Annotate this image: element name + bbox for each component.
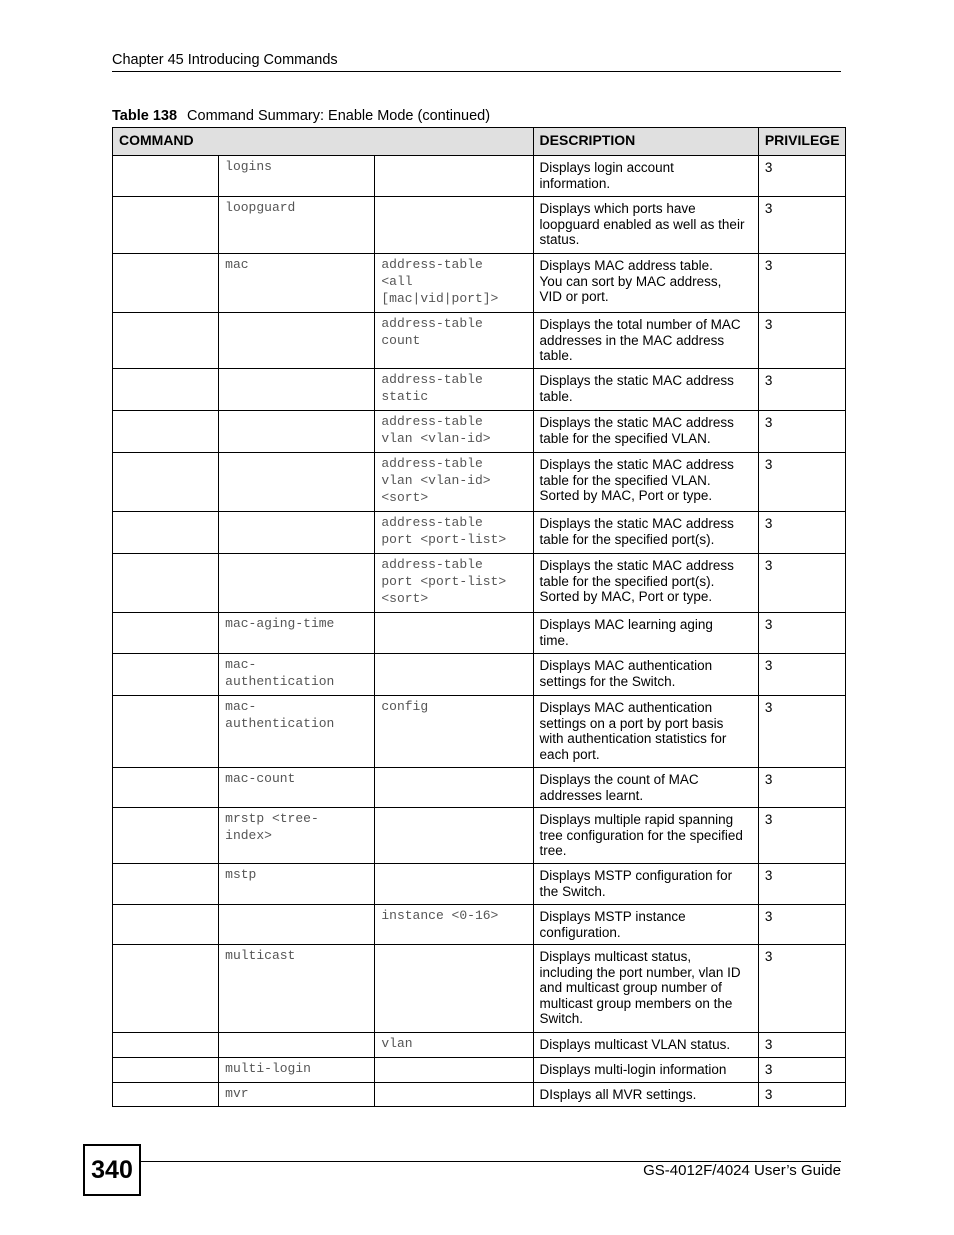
- cell-blank: [113, 864, 219, 905]
- cell-description: Displays which ports have loopguard enabled as well as their status.: [533, 197, 758, 254]
- cell-privilege: 3: [758, 864, 845, 905]
- table-row: [113, 808, 846, 864]
- col-description: DESCRIPTION: [533, 128, 758, 156]
- cell-privilege: 3: [758, 411, 845, 453]
- cell-description: Displays MSTP configuration for the Switch.: [533, 864, 758, 905]
- cell-privilege: 3: [758, 613, 845, 654]
- cell-description: DIsplays all MVR settings.: [533, 1083, 758, 1107]
- cell-description: Displays the static MAC address table for the specified port(s). Sorted by MAC, Port or type.: [533, 554, 758, 613]
- cell-blank: [113, 369, 219, 411]
- cell-blank: [113, 1058, 219, 1083]
- cell-blank: [113, 313, 219, 369]
- cell-privilege: 3: [758, 254, 845, 313]
- cell-subcommand: vlan: [375, 1033, 533, 1058]
- cell-privilege: 3: [758, 1083, 845, 1107]
- cell-description: Displays login account information.: [533, 156, 758, 197]
- cell-blank: [113, 512, 219, 554]
- cell-privilege: 3: [758, 197, 845, 254]
- cell-description: Displays MAC authentication settings on a port by port basis with authentication statistics for each port.: [533, 696, 758, 768]
- cell-command: multicast: [219, 945, 375, 1033]
- cell-privilege: 3: [758, 768, 845, 808]
- cell-privilege: 3: [758, 945, 845, 1033]
- table-row: [113, 197, 846, 254]
- table-row: [113, 654, 846, 696]
- cell-blank: [113, 613, 219, 654]
- cell-privilege: 3: [758, 808, 845, 864]
- cell-description: Displays MAC authentication settings for the Switch.: [533, 654, 758, 696]
- cell-description: Displays MSTP instance configuration.: [533, 905, 758, 945]
- cell-blank: [113, 1083, 219, 1107]
- table-row: [113, 512, 846, 554]
- cell-privilege: 3: [758, 156, 845, 197]
- cell-subcommand: [375, 1058, 533, 1083]
- table-row: [113, 554, 846, 613]
- table-title: Command Summary: Enable Mode (continued): [187, 108, 491, 124]
- cell-blank: [113, 156, 219, 197]
- cell-blank: [113, 945, 219, 1033]
- cell-privilege: 3: [758, 554, 845, 613]
- cell-command: mac- authentication: [219, 654, 375, 696]
- cell-command: mvr: [219, 1083, 375, 1107]
- cell-description: Displays multi-login information: [533, 1058, 758, 1083]
- cell-description: Displays the count of MAC addresses learnt.: [533, 768, 758, 808]
- table-row: [113, 369, 846, 411]
- cell-subcommand: address-table vlan <vlan-id> <sort>: [375, 453, 533, 512]
- cell-description: Displays the static MAC address table for the specified port(s).: [533, 512, 758, 554]
- table-row: [113, 768, 846, 808]
- cell-subcommand: [375, 808, 533, 864]
- cell-command: mac- authentication: [219, 696, 375, 768]
- header-rule: [112, 71, 841, 72]
- cell-subcommand: address-table port <port-list> <sort>: [375, 554, 533, 613]
- page-number: 340: [83, 1144, 141, 1196]
- cell-privilege: 3: [758, 905, 845, 945]
- cell-blank: [113, 554, 219, 613]
- cell-subcommand: address-table count: [375, 313, 533, 369]
- table-row: [113, 864, 846, 905]
- cell-blank: [113, 696, 219, 768]
- table-row: [113, 1058, 846, 1083]
- cell-command: [219, 453, 375, 512]
- cell-subcommand: [375, 864, 533, 905]
- cell-blank: [113, 254, 219, 313]
- cell-blank: [113, 453, 219, 512]
- table-row: [113, 696, 846, 768]
- table-row: [113, 156, 846, 197]
- table-row: [113, 254, 846, 313]
- cell-subcommand: [375, 197, 533, 254]
- cell-subcommand: address-table <all [mac|vid|port]>: [375, 254, 533, 313]
- cell-blank: [113, 197, 219, 254]
- table-row: [113, 613, 846, 654]
- cell-command: [219, 554, 375, 613]
- chapter-header: Chapter 45 Introducing Commands: [112, 52, 338, 68]
- table-row: [113, 1033, 846, 1058]
- cell-description: Displays the static MAC address table.: [533, 369, 758, 411]
- command-table: [112, 127, 846, 1107]
- cell-command: loopguard: [219, 197, 375, 254]
- cell-description: Displays the static MAC address table for the specified VLAN.: [533, 411, 758, 453]
- cell-subcommand: address-table port <port-list>: [375, 512, 533, 554]
- cell-command: [219, 369, 375, 411]
- table-row: [113, 945, 846, 1033]
- cell-subcommand: [375, 1083, 533, 1107]
- cell-description: Displays MAC learning aging time.: [533, 613, 758, 654]
- cell-command: multi-login: [219, 1058, 375, 1083]
- cell-command: [219, 1033, 375, 1058]
- cell-command: [219, 905, 375, 945]
- cell-privilege: 3: [758, 1033, 845, 1058]
- cell-privilege: 3: [758, 1058, 845, 1083]
- cell-blank: [113, 768, 219, 808]
- table-row: [113, 453, 846, 512]
- cell-description: Displays the static MAC address table for the specified VLAN. Sorted by MAC, Port or type.: [533, 453, 758, 512]
- cell-subcommand: [375, 945, 533, 1033]
- cell-description: Displays multicast VLAN status.: [533, 1033, 758, 1058]
- cell-command: logins: [219, 156, 375, 197]
- cell-description: Displays multicast status, including the port number, vlan ID and multicast group number of multicast group members on the Switch.: [533, 945, 758, 1033]
- cell-subcommand: [375, 768, 533, 808]
- cell-blank: [113, 808, 219, 864]
- cell-command: mac-count: [219, 768, 375, 808]
- cell-description: Displays multiple rapid spanning tree configuration for the specified tree.: [533, 808, 758, 864]
- col-privilege: PRIVILEGE: [758, 128, 845, 156]
- cell-subcommand: config: [375, 696, 533, 768]
- cell-subcommand: address-table static: [375, 369, 533, 411]
- cell-privilege: 3: [758, 696, 845, 768]
- table-header: [113, 128, 846, 156]
- cell-subcommand: [375, 156, 533, 197]
- cell-command: [219, 313, 375, 369]
- cell-subcommand: instance <0-16>: [375, 905, 533, 945]
- cell-subcommand: address-table vlan <vlan-id>: [375, 411, 533, 453]
- cell-command: mac: [219, 254, 375, 313]
- cell-blank: [113, 1033, 219, 1058]
- cell-blank: [113, 654, 219, 696]
- cell-command: mstp: [219, 864, 375, 905]
- col-command: COMMAND: [113, 128, 534, 156]
- guide-title: GS-4012F/4024 User’s Guide: [643, 1162, 841, 1179]
- cell-privilege: 3: [758, 313, 845, 369]
- cell-subcommand: [375, 654, 533, 696]
- cell-privilege: 3: [758, 654, 845, 696]
- table-label: Table 138: [112, 108, 178, 124]
- table-row: [113, 1083, 846, 1107]
- cell-description: Displays MAC address table. You can sort by MAC address, VID or port.: [533, 254, 758, 313]
- table-caption: [112, 108, 490, 124]
- table-row: [113, 313, 846, 369]
- cell-command: mac-aging-time: [219, 613, 375, 654]
- cell-privilege: 3: [758, 369, 845, 411]
- table-row: [113, 905, 846, 945]
- cell-privilege: 3: [758, 512, 845, 554]
- cell-blank: [113, 411, 219, 453]
- cell-command: mrstp <tree- index>: [219, 808, 375, 864]
- cell-subcommand: [375, 613, 533, 654]
- table-row: [113, 411, 846, 453]
- cell-command: [219, 512, 375, 554]
- cell-blank: [113, 905, 219, 945]
- cell-command: [219, 411, 375, 453]
- cell-description: Displays the total number of MAC addresses in the MAC address table.: [533, 313, 758, 369]
- cell-privilege: 3: [758, 453, 845, 512]
